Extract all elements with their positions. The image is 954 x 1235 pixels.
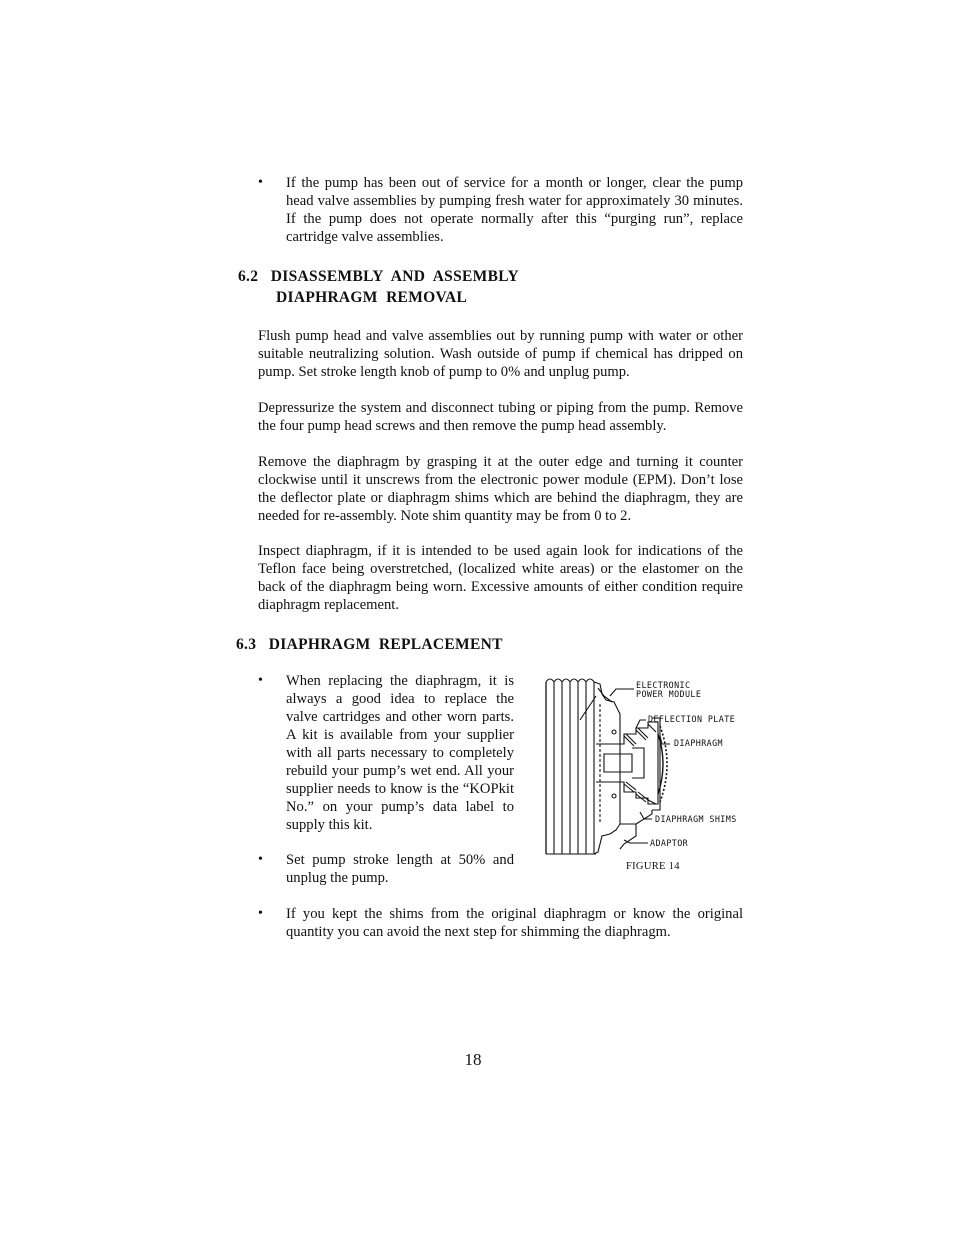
label-deflection-plate: DEFLECTION PLATE (648, 714, 736, 724)
bullet-marker: • (258, 673, 263, 688)
label-diaphragm: DIAPHRAGM (674, 738, 723, 748)
page-number: 18 (464, 1050, 482, 1069)
bullet-text: If you kept the shims from the original diaphragm or know the original quantity you can avoid the next step for shimming the diaphragm. (286, 906, 743, 940)
label-adaptor: ADAPTOR (650, 838, 689, 848)
bullet-text: When replacing the diaphragm, it is always a good idea to replace the valve cartridges and other worn parts. A kit is available from your supplier with all parts necessary to completely rebuild your pump’s wet end. All your supplier needs to know is the “KOPkit No.” on your pump’s data label to supply this kit. (286, 673, 514, 833)
paragraph: Depressurize the system and disconnect tubing or piping from the pump. Remove the four pump head screws and then remove the pump head assembly. (258, 400, 743, 434)
section-6-2-subheading: DIAPHRAGM REMOVAL (276, 289, 468, 306)
paragraph: Remove the diaphragm by grasping it at the outer edge and turning it counter clockwise until it unscrews from the electronic power module (EPM). Don’t lose the deflector plate or diaphragm shims which are behind the diaphragm, they are needed for re-assembly. Note shim quantity may be from 0 to 2. (258, 454, 743, 524)
bullet-marker: • (258, 852, 263, 867)
bullet-marker: • (258, 906, 263, 921)
label-electronic: ELECTRONIC (636, 680, 691, 690)
paragraph: Inspect diaphragm, if it is intended to be used again look for indications of the Teflon face being overstretched, (localized white areas) or the elastomer on the back of the diaphragm being worn. Excessive amounts of either condition require diaphragm replacement. (258, 543, 743, 613)
paragraph: Flush pump head and valve assemblies out by running pump with water or other suitable neutralizing solution. Wash outside of pump if chemical has dripped on pump. Set stroke length knob of pump to 0% and unplug pump. (258, 328, 743, 380)
section-6-3-heading: 6.3 DIAPHRAGM REPLACEMENT (236, 636, 503, 653)
bullet-marker: • (258, 175, 263, 190)
intro-bullet-text: If the pump has been out of service for a month or longer, clear the pump head valve assemblies by pumping fresh water for approximately 30 minutes. If the pump does not operate normally after this “purging run”, replace cartridge valve assemblies. (286, 175, 743, 245)
figure-14-diagram (540, 674, 750, 859)
label-diaphragm-shims: DIAPHRAGM SHIMS (655, 814, 737, 824)
bullet-text: Set pump stroke length at 50% and unplug the pump. (286, 852, 514, 886)
section-6-2-heading: 6.2 DISASSEMBLY AND ASSEMBLY (238, 268, 519, 285)
figure-caption: FIGURE 14 (626, 861, 680, 872)
label-power-module: POWER MODULE (636, 689, 702, 699)
